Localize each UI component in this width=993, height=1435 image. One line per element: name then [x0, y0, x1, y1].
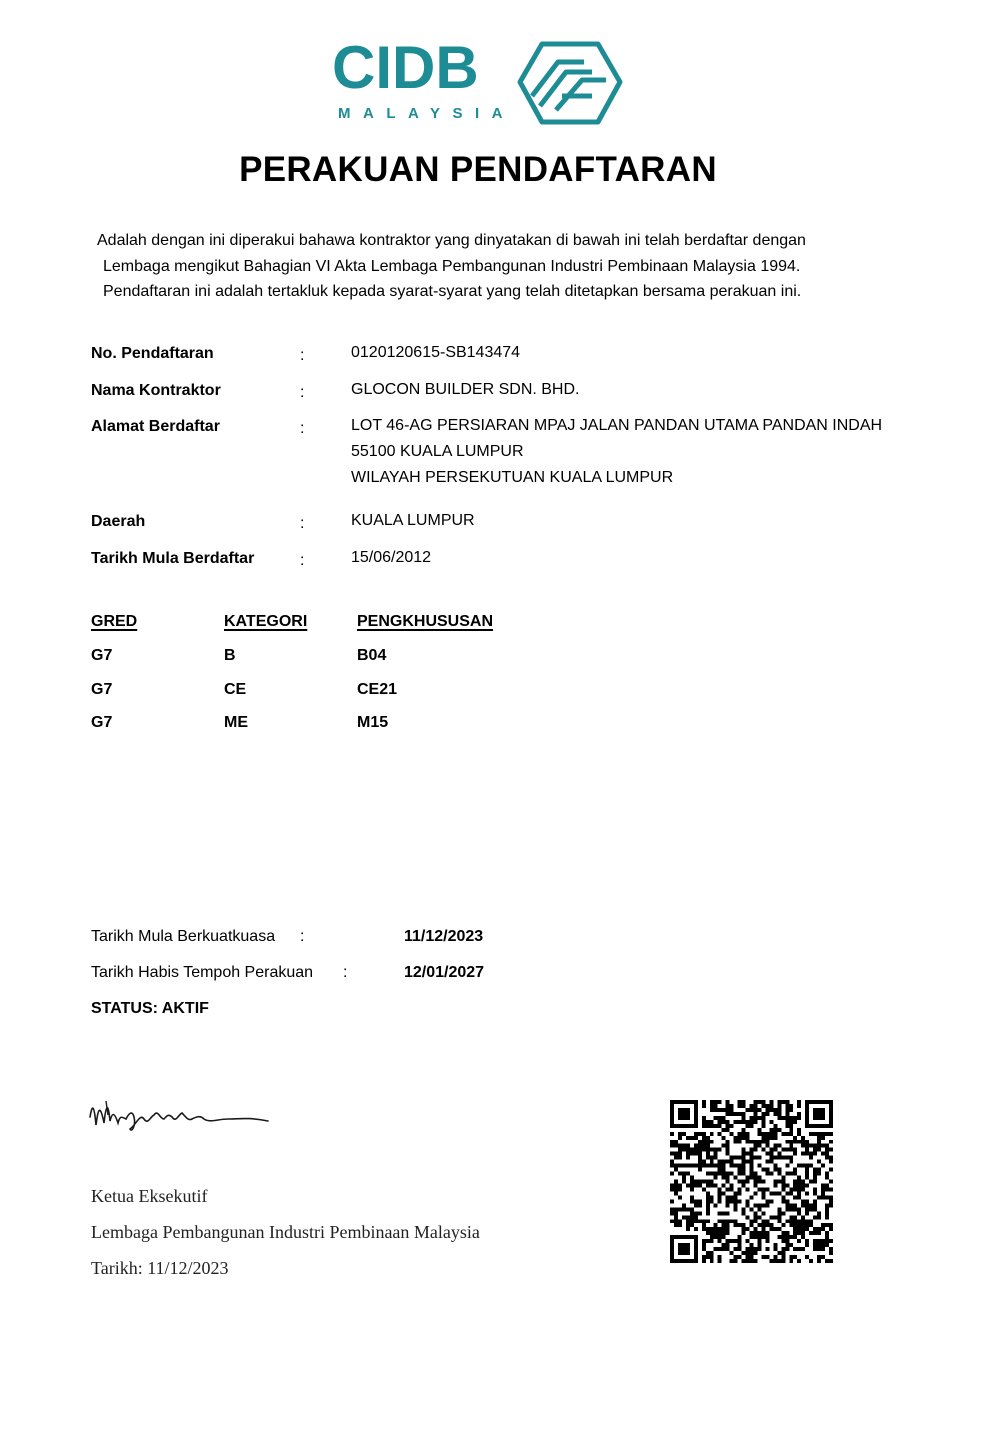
- table-row-2-grade: G7: [91, 681, 113, 698]
- effective-date-colon: :: [300, 928, 305, 945]
- expiry-date-value: 12/01/2027: [404, 964, 485, 981]
- intro-line-3: Pendaftaran ini adalah tertakluk kepada syarat-syarat yang telah ditetapkan bersama perakuan ini.: [103, 283, 802, 300]
- status-text: STATUS: AKTIF: [91, 1000, 209, 1017]
- signatory-organization: Lembaga Pembangunan Industri Pembinaan Malaysia: [91, 1222, 480, 1242]
- table-row-1-specialization: B04: [357, 647, 387, 664]
- address-label: Alamat Berdaftar: [91, 418, 220, 435]
- intro-line-2: Lembaga mengikut Bahagian VI Akta Lembaga Pembangunan Industri Pembinaan Malaysia 1994.: [103, 258, 801, 275]
- signature-image: [88, 1095, 288, 1140]
- expiry-date-colon: :: [343, 964, 348, 981]
- start-date-label: Tarikh Mula Berdaftar: [91, 550, 255, 567]
- page-title: PERAKUAN PENDAFTARAN: [239, 150, 717, 189]
- address-colon: :: [300, 420, 305, 437]
- contractor-name-value: GLOCON BUILDER SDN. BHD.: [351, 381, 580, 398]
- signatory-position: Ketua Eksekutif: [91, 1186, 208, 1206]
- district-colon: :: [300, 515, 305, 532]
- effective-date-value: 11/12/2023: [404, 928, 484, 945]
- cidb-logo: [330, 38, 630, 128]
- expiry-date-label: Tarikh Habis Tempoh Perakuan: [91, 964, 314, 981]
- table-row-1-category: B: [224, 647, 236, 664]
- district-value: KUALA LUMPUR: [351, 512, 475, 529]
- logo-sub-text: MALAYSIA: [338, 105, 515, 122]
- reg-no-colon: :: [300, 347, 305, 364]
- table-row-2-specialization: CE21: [357, 681, 398, 698]
- address-line-3: WILAYAH PERSEKUTUAN KUALA LUMPUR: [351, 469, 674, 486]
- grade-header: GRED: [91, 613, 138, 630]
- address-line-2: 55100 KUALA LUMPUR: [351, 443, 524, 460]
- signatory-date: Tarikh: 11/12/2023: [91, 1258, 229, 1278]
- effective-date-label: Tarikh Mula Berkuatkuasa: [91, 928, 276, 945]
- intro-line-1: Adalah dengan ini diperakui bahawa kontraktor yang dinyatakan di bawah ini telah berdaftar dengan: [97, 232, 806, 249]
- start-date-value: 15/06/2012: [351, 549, 432, 566]
- logo-main-text: CIDB: [332, 38, 479, 101]
- table-row-3-category: ME: [224, 714, 248, 731]
- qr-code-icon: [670, 1100, 833, 1263]
- table-row-3-specialization: M15: [357, 714, 389, 731]
- start-date-colon: :: [300, 552, 305, 569]
- contractor-name-label: Nama Kontraktor: [91, 382, 221, 399]
- table-row-1-grade: G7: [91, 647, 113, 664]
- contractor-name-colon: :: [300, 384, 305, 401]
- table-row-2-category: CE: [224, 681, 247, 698]
- reg-no-value: 0120120615-SB143474: [351, 344, 521, 361]
- category-header: KATEGORI: [224, 613, 308, 630]
- logo-emblem: [520, 44, 620, 122]
- district-label: Daerah: [91, 513, 146, 530]
- table-row-3-grade: G7: [91, 714, 113, 731]
- reg-no-label: No. Pendaftaran: [91, 345, 214, 362]
- specialization-header: PENGKHUSUSAN: [357, 613, 494, 630]
- address-line-1: LOT 46-AG PERSIARAN MPAJ JALAN PANDAN UTAMA PANDAN INDAH: [351, 417, 883, 434]
